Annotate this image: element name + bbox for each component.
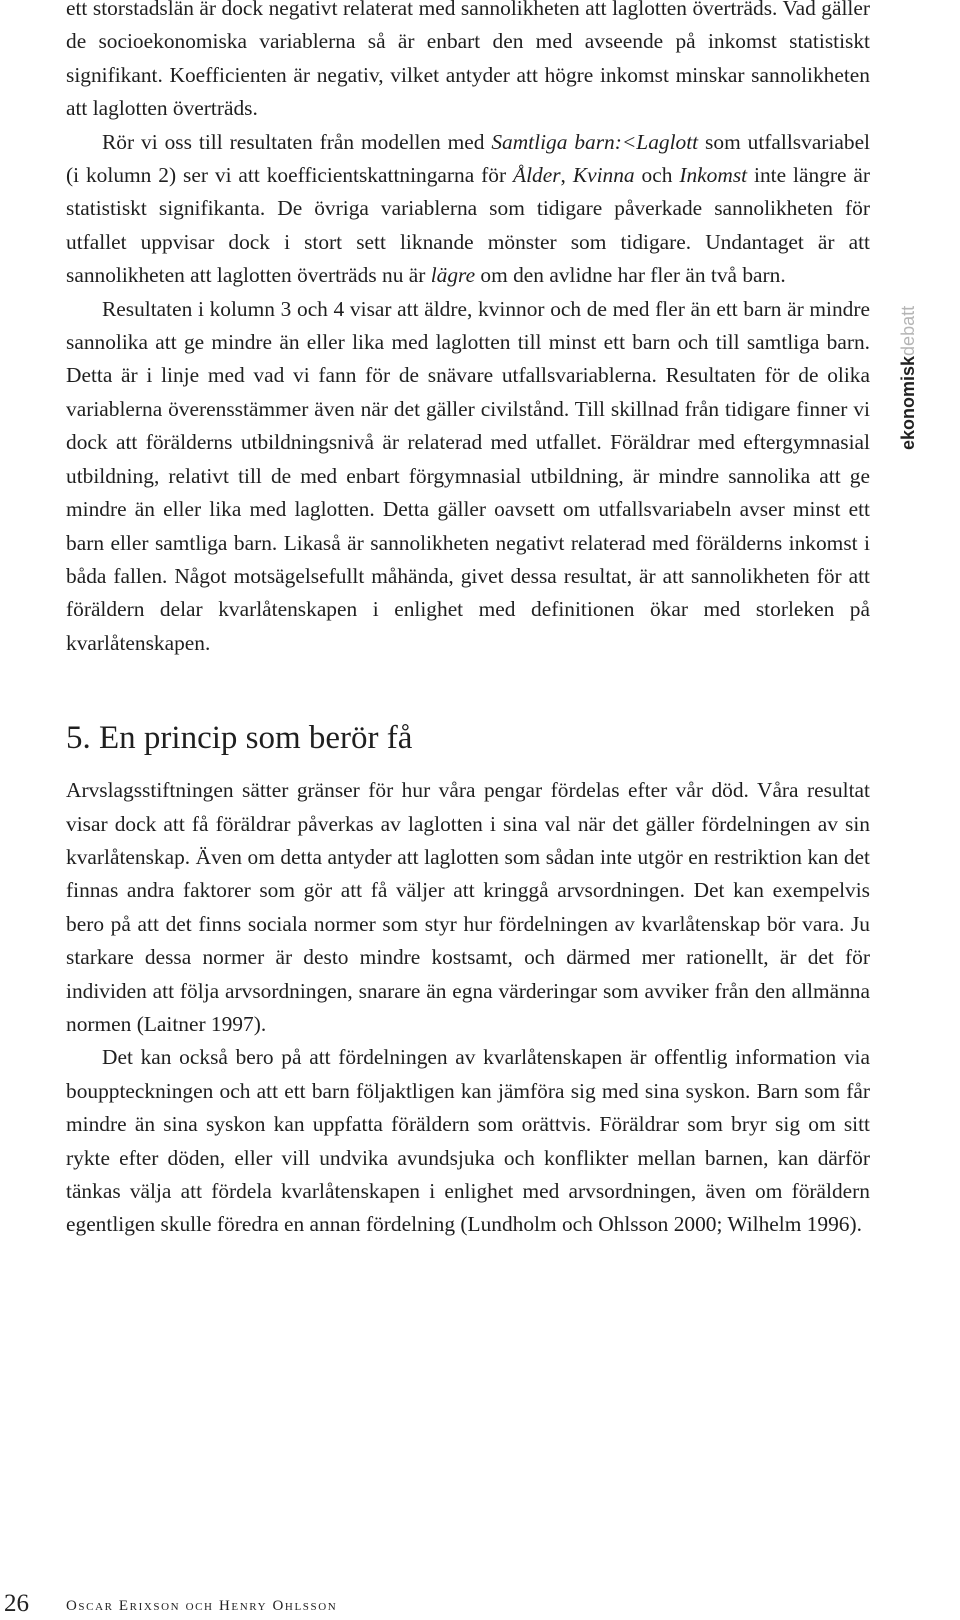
section-heading: 5. En princip som berör få	[66, 720, 413, 757]
variable-name: Samtliga barn:<Laglott	[491, 129, 699, 154]
variable-name: Kvinna	[572, 163, 635, 188]
emphasis: lägre	[430, 263, 476, 288]
paragraph-section-intro: Arvslagsstiftningen sätter gränser för hur våra pengar fördelas efter vår död. Våra resultat visar dock att få föräldrar påverkas av laglotten i sina val när det gäller fördelningen av sin kvarlåtenskap. Även om detta antyder att laglotten som sådan inte utgör en restriktion kan det finnas andra faktorer som gör att få väljer att kringgå arvsordningen. Det kan exempelvis bero på att det finns sociala normer som styr hur fördelningen av kvarlåtenskap bör vara. Ju starkare dessa normer är desto mindre kostsamt, och därmed mer rationellt, är det för individen att följa arvsordningen, snarare än egna värderingar som avviker från den allmänna normen (Laitner 1997).	[66, 778, 870, 1036]
article-body	[66, 0, 870, 1242]
variable-name: Inkomst	[679, 163, 748, 188]
page-number: 26	[4, 1590, 29, 1617]
paragraph-section-second: Det kan också bero på att fördelningen av kvarlåtenskapen är offentlig information via bouppteckningen och att ett barn följaktligen kan jämföra sig med sina syskon. Barn som får mindre än sina syskon kan uppfatta föräldern som orättvis. Föräldrar som bryr sig om sitt rykte efter döden, eller vill undvika avundsjuka och konflikter mellan barnen, kan därför tänkas välja att fördela kvarlåtenskapen i enlighet med arvsordningen, även om föräldern egentligen skulle föredra en annan fördelning (Lundholm och Ohlsson 2000; Wilhelm 1996).	[66, 1045, 870, 1237]
running-footer-authors: Oscar Erixson och Henry Ohlsson	[66, 1598, 338, 1614]
variable-name: Ålder	[513, 163, 561, 188]
paragraph-model-results: Rör vi oss till resultaten från modellen med Samtliga barn:<Laglott som utfallsvariabel (i kolumn 2) ser vi att koefficientskattningarna för Ålder, Kvinna och Inkomst inte längre är statistiskt signifikanta. De övriga variablerna som tidigare påverkade sannolikheten för utfallet uppvisar dock i stort sett liknande mönster som tidigare. Undantaget är att sannolikheten att laglotten överträds nu är lägre om den avlidne har fler än två barn.	[66, 129, 871, 288]
paragraph-continuation: ett storstadslän är dock negativt relaterat med sannolikheten att laglotten överträds. Vad gäller de socioekonomiska variablerna så är enbart den med avseende på inkomst statistiskt signifikant. Koefficienten är negativ, vilket antyder att högre inkomst minskar sannolikheten att laglotten överträds.	[66, 0, 870, 121]
paragraph-columns-3-4: Resultaten i kolumn 3 och 4 visar att äldre, kvinnor och de med fler än ett barn är mindre sannolika att ge mindre än eller lika med laglotten till minst ett barn och till samtliga barn. Detta är i linje med vad vi fann för de snävare utfallsvariablerna. Resultaten för de olika variablerna överensstämmer även när det gäller civilstånd. Till skillnad från tidigare finner vi dock att förälderns utbildningsnivå är relaterad med utfallet. Föräldrar med eftergymnasial utbildning, relativt till de med enbart förgymnasial utbildning, är mindre sannolika att ge mindre än eller lika med laglotten. Detta gäller oavsett om utfallsvariabeln avser minst ett barn eller samtliga barn. Likaså är sannolikheten negativt relaterad med förälderns inkomst i båda fallen. Något motsägelsefullt måhända, givet dessa resultat, är att sannolikheten för att föräldern delar kvarlåtenskapen i enlighet med definitionen ökar med storleken på kvarlåtenskapen.	[66, 296, 870, 655]
